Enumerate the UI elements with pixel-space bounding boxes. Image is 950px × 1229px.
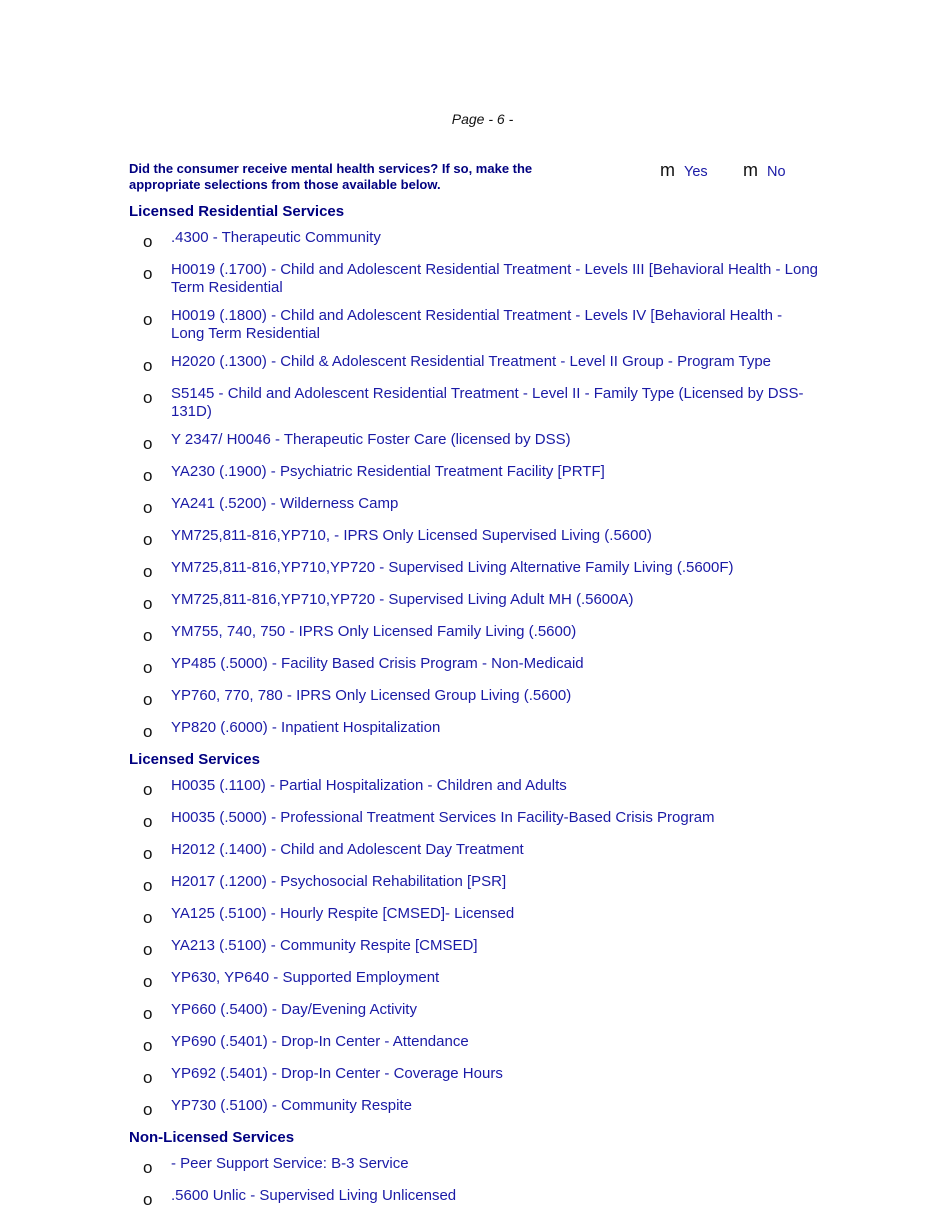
service-option-label: YP692 (.5401) - Drop-In Center - Coverage Hours: [171, 1065, 503, 1082]
checkbox-circle-icon[interactable]: o: [143, 780, 153, 799]
checkbox-circle-icon[interactable]: o: [143, 1068, 153, 1087]
service-option[interactable]: [129, 495, 819, 517]
service-option-label: YA241 (.5200) - Wilderness Camp: [171, 495, 399, 512]
service-option[interactable]: [129, 687, 819, 709]
service-option-label: H2017 (.1200) - Psychosocial Rehabilitation [PSR]: [171, 873, 507, 890]
checkbox-circle-icon[interactable]: o: [143, 466, 153, 485]
service-option[interactable]: [129, 1155, 819, 1177]
service-option-label: YA213 (.5100) - Community Respite [CMSED]: [171, 937, 478, 954]
service-option[interactable]: [129, 559, 819, 581]
yes-label: Yes: [684, 164, 708, 180]
service-option[interactable]: [129, 261, 819, 297]
checkbox-circle-icon[interactable]: o: [143, 658, 153, 677]
no-option[interactable]: [743, 160, 786, 181]
service-option[interactable]: [129, 873, 819, 895]
service-option-label: - Peer Support Service: B-3 Service: [171, 1155, 409, 1172]
service-option[interactable]: [129, 809, 819, 831]
service-option-label: YM725,811-816,YP710, - IPRS Only Licensed Supervised Living (.5600): [171, 527, 652, 544]
service-option-label: YP820 (.6000) - Inpatient Hospitalization: [171, 719, 441, 736]
service-option-label: YA125 (.5100) - Hourly Respite [CMSED]- Licensed: [171, 905, 515, 922]
service-option[interactable]: [129, 527, 819, 549]
section-heading: Non-Licensed Services: [129, 1129, 295, 1146]
checkbox-circle-icon[interactable]: o: [143, 562, 153, 581]
checkbox-circle-icon[interactable]: o: [143, 310, 153, 329]
service-option[interactable]: [129, 353, 819, 375]
service-option[interactable]: [129, 719, 819, 741]
checkbox-circle-icon[interactable]: o: [143, 940, 153, 959]
service-option-label: H0019 (.1700) - Child and Adolescent Residential Treatment - Levels III [Behavioral Health - Long Term Residential: [171, 261, 819, 296]
service-option[interactable]: [129, 777, 819, 799]
checkbox-circle-icon[interactable]: o: [143, 972, 153, 991]
service-section: [129, 1129, 819, 1209]
section-heading: Licensed Residential Services: [129, 203, 345, 220]
service-option-label: H0035 (.1100) - Partial Hospitalization - Children and Adults: [171, 777, 567, 794]
service-option-label: YP630, YP640 - Supported Employment: [171, 969, 440, 986]
service-option[interactable]: [129, 1033, 819, 1055]
service-option-label: YP730 (.5100) - Community Respite: [171, 1097, 412, 1114]
checkbox-circle-icon[interactable]: o: [143, 1100, 153, 1119]
checkbox-circle-icon[interactable]: o: [143, 1036, 153, 1055]
service-option-label: YP760, 770, 780 - IPRS Only Licensed Group Living (.5600): [171, 687, 572, 704]
no-label: No: [767, 164, 786, 180]
service-option-label: YP485 (.5000) - Facility Based Crisis Program - Non-Medicaid: [171, 655, 584, 672]
service-option-label: YM725,811-816,YP710,YP720 - Supervised Living Adult MH (.5600A): [171, 591, 634, 608]
service-option[interactable]: [129, 1001, 819, 1023]
service-option[interactable]: [129, 1187, 819, 1209]
checkbox-circle-icon[interactable]: o: [143, 690, 153, 709]
service-option-label: YP660 (.5400) - Day/Evening Activity: [171, 1001, 417, 1018]
checkbox-circle-icon[interactable]: o: [143, 434, 153, 453]
service-option[interactable]: [129, 969, 819, 991]
service-option[interactable]: [129, 623, 819, 645]
checkbox-circle-icon[interactable]: o: [143, 844, 153, 863]
checkbox-circle-icon[interactable]: o: [143, 626, 153, 645]
service-option[interactable]: [129, 463, 819, 485]
service-option-label: H0035 (.5000) - Professional Treatment Services In Facility-Based Crisis Program: [171, 809, 715, 826]
service-option[interactable]: [129, 385, 819, 421]
service-option-label: H2020 (.1300) - Child & Adolescent Residential Treatment - Level II Group - Program Type: [171, 353, 772, 370]
service-option-label: Y 2347/ H0046 - Therapeutic Foster Care (licensed by DSS): [171, 431, 571, 448]
service-option[interactable]: [129, 937, 819, 959]
checkbox-circle-icon[interactable]: o: [143, 594, 153, 613]
checkbox-circle-icon[interactable]: o: [143, 530, 153, 549]
service-section: [129, 203, 819, 741]
service-option[interactable]: [129, 1065, 819, 1087]
checkbox-circle-icon[interactable]: o: [143, 498, 153, 517]
services-list: [129, 203, 819, 1219]
yes-option[interactable]: [660, 160, 708, 181]
service-option[interactable]: [129, 655, 819, 677]
service-section: [129, 751, 819, 1119]
section-heading: Licensed Services: [129, 751, 260, 768]
checkbox-circle-icon[interactable]: o: [143, 232, 153, 251]
checkbox-circle-icon[interactable]: o: [143, 356, 153, 375]
service-option-label: .4300 - Therapeutic Community: [171, 229, 381, 246]
checkbox-circle-icon[interactable]: o: [143, 876, 153, 895]
service-option-label: YA230 (.1900) - Psychiatric Residential Treatment Facility [PRTF]: [171, 463, 605, 480]
checkbox-circle-icon[interactable]: o: [143, 264, 153, 283]
checkbox-circle-icon[interactable]: o: [143, 1158, 153, 1177]
checkbox-circle-icon[interactable]: o: [143, 1190, 153, 1209]
checkbox-circle-icon[interactable]: o: [143, 908, 153, 927]
service-option-label: H0019 (.1800) - Child and Adolescent Residential Treatment - Levels IV [Behavioral Health - Long Term Residential: [171, 307, 783, 342]
service-option-label: .5600 Unlic - Supervised Living Unlicensed: [171, 1187, 457, 1204]
service-option-label: YM755, 740, 750 - IPRS Only Licensed Family Living (.5600): [171, 623, 577, 640]
service-option-label: S5145 - Child and Adolescent Residential Treatment - Level II - Family Type (Licensed by DSS- 131D): [171, 385, 804, 420]
mental-health-question: Did the consumer receive mental health services? If so, make the appropriate selections from those available below.: [129, 161, 533, 192]
service-option-label: YP690 (.5401) - Drop-In Center - Attendance: [171, 1033, 469, 1050]
service-option-label: H2012 (.1400) - Child and Adolescent Day Treatment: [171, 841, 524, 858]
service-option[interactable]: [129, 307, 819, 343]
page-number: Page - 6 -: [451, 111, 514, 127]
checkbox-circle-icon[interactable]: o: [143, 1004, 153, 1023]
service-option[interactable]: [129, 591, 819, 613]
service-option[interactable]: [129, 1097, 819, 1119]
yes-radio-icon[interactable]: m: [660, 160, 675, 180]
checkbox-circle-icon[interactable]: o: [143, 722, 153, 741]
service-option[interactable]: [129, 905, 819, 927]
service-option[interactable]: [129, 229, 819, 251]
no-radio-icon[interactable]: m: [743, 160, 758, 180]
checkbox-circle-icon[interactable]: o: [143, 388, 153, 407]
service-option[interactable]: [129, 431, 819, 453]
checkbox-circle-icon[interactable]: o: [143, 812, 153, 831]
service-option-label: YM725,811-816,YP710,YP720 - Supervised Living Alternative Family Living (.5600F): [171, 559, 734, 576]
service-option[interactable]: [129, 841, 819, 863]
